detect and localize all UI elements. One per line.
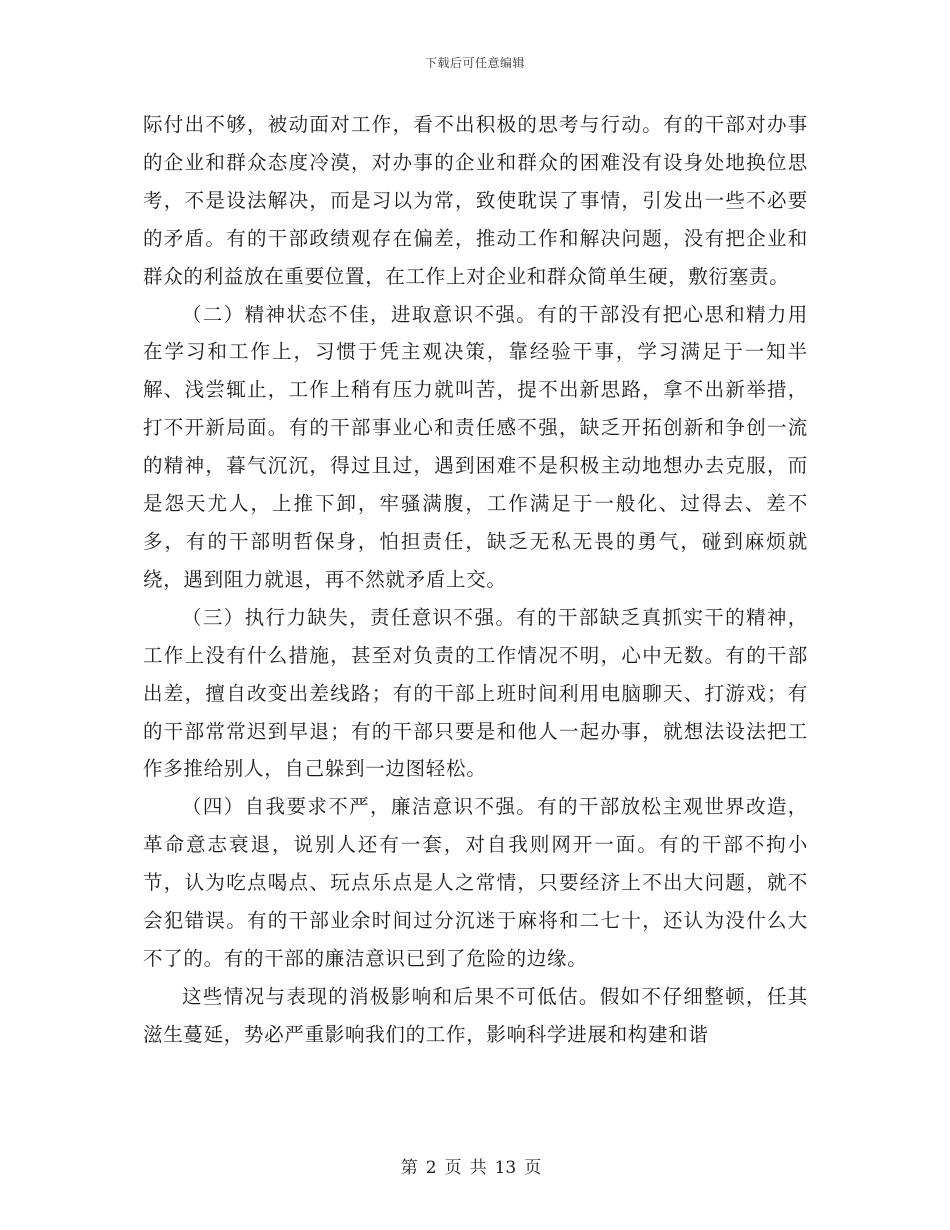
paragraph-section-2: （二）精神状态不佳，进取意识不强。有的干部没有把心思和精力用在学习和工作上，习惯于凭主观决策，靠经验干事，学习满足于一知半解、浅尝辄止，工作上稍有压力就叫苦，提不出新思路，拿不出新举措，打不开新局面。有的干部事业心和责任感不强，缺乏开拓创新和争创一流的精神，暮气沉沉，得过且过，遇到困难不是积极主动地想办去克服，而是怨天尤人，上推下卸，牢骚满腹，工作满足于一般化、过得去、差不多，有的干部明哲保身，怕担责任，缺乏无私无畏的勇气，碰到麻烦就绕，遇到阻力就退，再不然就矛盾上交。 — [143, 302, 808, 591]
footer-current-page: 2 — [425, 1158, 437, 1178]
paragraph-continuation: 际付出不够，被动面对工作，看不出积极的思考与行动。有的干部对办事的企业和群众态度冷漠，对办事的企业和群众的困难没有设身处地换位思考，不是设法解决，而是习以为常，致使耽误了事情，引发出一些不必要的矛盾。有的干部政绩观存在偏差，推动工作和解决问题，没有把企业和群众的利益放在重要位置，在工作上对企业和群众简单生硬，敷衍塞责。 — [143, 113, 808, 288]
footer-label-total: 共 — [469, 1158, 487, 1178]
paragraph-section-3: （三）执行力缺失，责任意识不强。有的干部缺乏真抓实干的精神，工作上没有什么措施，甚至对负责的工作情况不明，心中无数。有的干部出差，擅自改变出差线路；有的干部上班时间利用电脑聊天、打游戏；有的干部常常迟到早退；有的干部只要是和他人一起办事，就想法设法把工作多推给别人，自己躲到一边图轻松。 — [143, 605, 808, 781]
document-body — [143, 106, 808, 1054]
page-header-note: 下载后可任意编辑 — [424, 56, 525, 70]
paragraph-section-4: （四）自我要求不严，廉洁意识不强。有的干部放松主观世界改造，革命意志衰退，说别人还有一套，对自我则网开一面。有的干部不拘小节，认为吃点喝点、玩点乐点是人之常情，只要经济上不出大问题，就不会犯错误。有的干部业余时间过分沉迷于麻将和二七十，还认为没什么大不了的。有的干部的廉洁意识已到了危险的边缘。 — [143, 795, 808, 970]
footer-label-unit: 页 — [444, 1158, 462, 1178]
footer-label-page: 第 — [400, 1158, 418, 1178]
paragraph-consequences: 这些情况与表现的消极影响和后果不可低估。假如不仔细整顿，任其滋生蔓延，势必严重影响我们的工作，影响科学进展和构建和谐 — [143, 984, 808, 1046]
footer-label-unit-2: 页 — [524, 1158, 542, 1178]
page-number-footer — [0, 1153, 950, 1178]
footer-total-pages: 13 — [494, 1158, 517, 1178]
